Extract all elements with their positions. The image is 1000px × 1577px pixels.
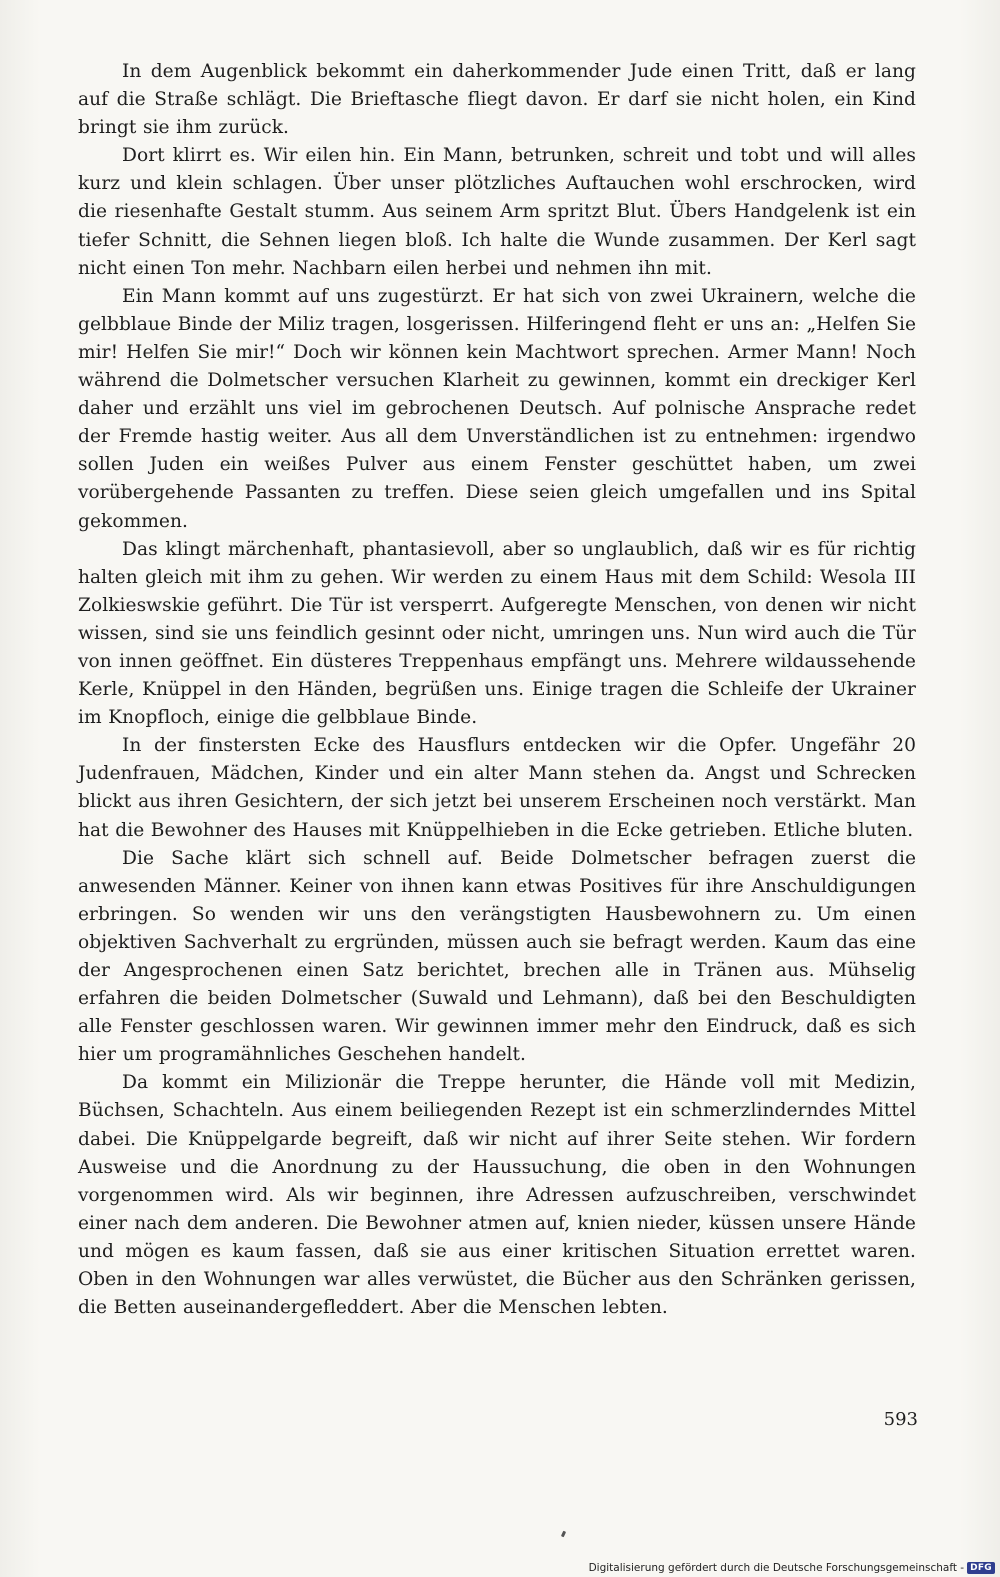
footer-text: Digitalisierung gefördert durch die Deutsche Forschungsgemeinschaft - [588,1562,965,1574]
paragraph-7: Da kommt ein Milizionär die Treppe herunter, die Hände voll mit Medizin, Büchsen, Schachteln. Aus einem beiliegenden Rezept ist ein schmerzlinderndes Mittel dabei. Die Knüppelgarde begreift, daß wir nicht auf ihrer Seite stehen. Wir fordern Ausweise und die Anordnung zu der Haussuchung, die oben in den Wohnungen vorgenommen wird. Als wir beginnen, ihre Adressen aufzuschreiben, verschwindet einer nach dem anderen. Die Bewohner atmen auf, knien nieder, küssen unsere Hände und mögen es kaum fassen, daß sie aus einer kritischen Situation errettet waren. Oben in den Wohnungen war alles verwüstet, die Bücher aus den Schränken gerissen, die Betten auseinandergefleddert. Aber die Menschen lebten. [78,1072,916,1319]
scan-speck [561,1531,566,1538]
digitization-footer [589,1562,995,1574]
dfg-logo-icon: DFG [967,1562,995,1574]
paragraph-2: Dort klirrt es. Wir eilen hin. Ein Mann, betrunken, schreit und tobt und will alles kurz und klein schlagen. Über unser plötzliches Auftauchen wohl erschrocken, wird die riesenhafte Gestalt stumm. Aus seinem Arm spritzt Blut. Übers Handgelenk ist ein tiefer Schnitt, die Sehnen liegen bloß. Ich halte die Wunde zusammen. Der Kerl sagt nicht einen Ton mehr. Nachbarn eilen herbei und nehmen ihn mit. [78,145,916,279]
paragraph-5: In der finstersten Ecke des Hausflurs entdecken wir die Opfer. Ungefähr 20 Judenfrauen, Mädchen, Kinder und ein alter Mann stehen da. Angst und Schrecken blickt aus ihren Gesichtern, der sich jetzt bei unserem Erscheinen noch verstärkt. Man hat die Bewohner des Hauses mit Knüppelhieben in die Ecke getrieben. Etliche bluten. [78,735,916,841]
body-text [78,58,916,1322]
paragraph-3: Ein Mann kommt auf uns zugestürzt. Er hat sich von zwei Ukrainern, welche die gelbblaue Binde der Miliz tragen, losgerissen. Hilferingend fleht er uns an: „Helfen Sie mir! Helfen Sie mir!“ Doch wir können kein Machtwort sprechen. Armer Mann! Noch während die Dolmetscher versuchen Klarheit zu gewinnen, kommt ein dreckiger Kerl daher und erzählt uns viel im gebrochenen Deutsch. Auf polnische Ansprache redet der Fremde hastig weiter. Aus all dem Unverständlichen ist zu entnehmen: irgendwo sollen Juden ein weißes Pulver aus einem Fenster geschüttet haben, um zwei vorübergehende Passanten zu treffen. Diese seien gleich umgefallen und ins Spital gekommen. [78,285,916,532]
paragraph-6: Die Sache klärt sich schnell auf. Beide Dolmetscher befragen zuerst die anwesenden Männer. Keiner von ihnen kann etwas Positives für ihre Anschuldigungen erbringen. So wenden wir uns den verängstigten Hausbewohnern zu. Um einen objektiven Sachverhalt zu ergründen, müssen auch sie befragt werden. Kaum das eine der Angesprochenen einen Satz berichtet, brechen alle in Tränen aus. Mühselig erfahren die beiden Dolmetscher (Suwald und Lehmann), daß bei den Beschuldigten alle Fenster geschlossen waren. Wir gewinnen immer mehr den Eindruck, daß es sich hier um programähnliches Geschehen handelt. [78,847,916,1066]
paragraph-4: Das klingt märchenhaft, phantasievoll, aber so unglaublich, daß wir es für richtig halten gleich mit ihm zu gehen. Wir werden zu einem Haus mit dem Schild: Wesola III Zolkieswskie geführt. Die Tür ist versperrt. Aufgeregte Menschen, von denen wir nicht wissen, sind sie uns feindlich gesinnt oder nicht, umringen uns. Nun wird auch die Tür von innen geöffnet. Ein düsteres Treppenhaus empfängt uns. Mehrere wildaussehende Kerle, Knüppel in den Händen, begrüßen uns. Einige tragen die Schleife der Ukrainer im Knopfloch, einige die gelbblaue Binde. [78,538,916,729]
page-number: 593 [883,1409,918,1430]
paragraph-1: In dem Augenblick bekommt ein daherkommender Jude einen Tritt, daß er lang auf die Straße schlägt. Die Brieftasche fliegt davon. Er darf sie nicht holen, ein Kind bringt sie ihm zurück. [78,61,916,139]
